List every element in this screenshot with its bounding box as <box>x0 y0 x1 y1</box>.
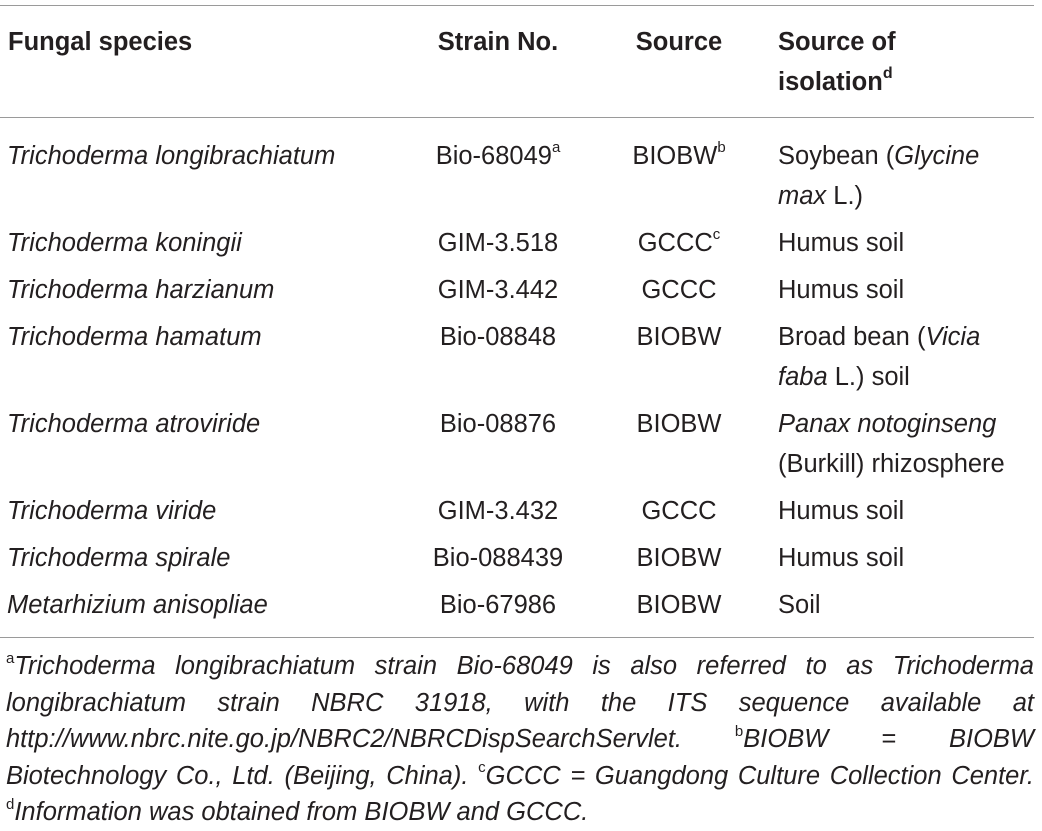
isolation-text: Broad bean ( <box>778 323 926 351</box>
table-row <box>0 538 1034 585</box>
footnote-mark-b: b <box>734 722 744 740</box>
table-row <box>0 491 1034 538</box>
strain-value: Bio-68049 <box>435 142 552 170</box>
table-row <box>0 317 1034 404</box>
isolation-species: Vicia faba <box>778 323 981 391</box>
table-row <box>0 270 1034 317</box>
isolation-cell: Humus soil <box>778 497 905 525</box>
footnote-mark-a: a <box>6 649 15 667</box>
isolation-cell: Humus soil <box>778 229 905 257</box>
table-footnotes <box>6 648 1034 831</box>
header-species: Fungal species <box>8 28 193 56</box>
footnote-d: Information was obtained from BIOBW and GCCC. <box>14 798 589 826</box>
source-cell: GCCC <box>641 276 717 304</box>
source-cell: GCCC <box>641 497 717 525</box>
species-cell: Metarhizium anisopliae <box>7 591 268 619</box>
strain-sup: a <box>551 138 561 156</box>
isolation-text: L.) <box>826 182 864 210</box>
isolation-cell <box>770 404 1034 491</box>
strain-cell <box>408 119 588 223</box>
isolation-cell <box>770 119 1034 223</box>
header-source: Source <box>635 28 723 56</box>
source-cell: BIOBW <box>636 544 722 572</box>
table-row <box>0 223 1034 270</box>
header-isolation <box>770 6 1034 119</box>
source-cell: BIOBW <box>636 591 722 619</box>
bottom-rule <box>0 637 1034 638</box>
isolation-species: Panax notoginseng <box>778 410 997 438</box>
table-row <box>0 585 1034 632</box>
isolation-cell <box>770 317 1034 404</box>
strain-cell: Bio-088439 <box>432 544 564 572</box>
footnote-a: Trichoderma longibrachiatum strain Bio-68049 is also referred to as Trichoderma longibrachiatum strain NBRC 31918, with the ITS sequence available at http://www.nbrc.nite.go.jp/NBRC2/NBRCDispSearchServlet. <box>6 652 1034 753</box>
strain-cell: GIM-3.432 <box>437 497 559 525</box>
table-row <box>0 119 1034 223</box>
species-cell: Trichoderma viride <box>7 497 217 525</box>
source-value: GCCC <box>637 229 713 257</box>
species-cell: Trichoderma longibrachiatum <box>7 142 336 170</box>
species-cell: Trichoderma spirale <box>7 544 231 572</box>
isolation-text: (Burkill) rhizosphere <box>778 450 1005 478</box>
header-isolation-line2: isolation <box>778 68 883 96</box>
isolation-cell: Humus soil <box>778 276 905 304</box>
species-cell: Trichoderma harzianum <box>7 276 275 304</box>
species-cell: Trichoderma koningii <box>7 229 242 257</box>
footnote-b: BIOBW = BIOBW Biotechnology Co., Ltd. (Beijing, China). <box>6 725 1034 790</box>
source-cell: BIOBW <box>636 410 722 438</box>
strain-cell: Bio-67986 <box>439 591 557 619</box>
source-cell <box>588 119 770 223</box>
source-cell: BIOBW <box>636 323 722 351</box>
source-cell <box>588 223 770 270</box>
header-strain: Strain No. <box>437 28 559 56</box>
species-cell: Trichoderma hamatum <box>7 323 262 351</box>
isolation-species: Glycine max <box>778 142 980 210</box>
strain-cell: GIM-3.518 <box>437 229 559 257</box>
source-value: BIOBW <box>632 142 718 170</box>
isolation-cell: Humus soil <box>778 544 905 572</box>
table-row <box>0 404 1034 491</box>
species-cell: Trichoderma atroviride <box>7 410 261 438</box>
footnote-c: GCCC = Guangdong Culture Collection Center. <box>485 761 1034 790</box>
isolation-text: L.) soil <box>827 363 910 391</box>
isolation-cell: Soil <box>778 591 821 619</box>
strain-cell: Bio-08848 <box>439 323 557 351</box>
fungal-strains-table <box>0 6 1034 632</box>
header-isolation-line1: Source of <box>778 28 896 56</box>
strain-cell: GIM-3.442 <box>437 276 559 304</box>
isolation-text: Soybean ( <box>778 142 895 170</box>
strain-cell: Bio-08876 <box>439 410 557 438</box>
footnote-mark-d: d <box>6 795 15 813</box>
source-sup: c <box>712 225 721 243</box>
footnote-mark-c: c <box>478 759 486 776</box>
header-row <box>0 6 1034 119</box>
header-isolation-sup: d <box>882 64 893 82</box>
source-sup: b <box>717 138 726 156</box>
